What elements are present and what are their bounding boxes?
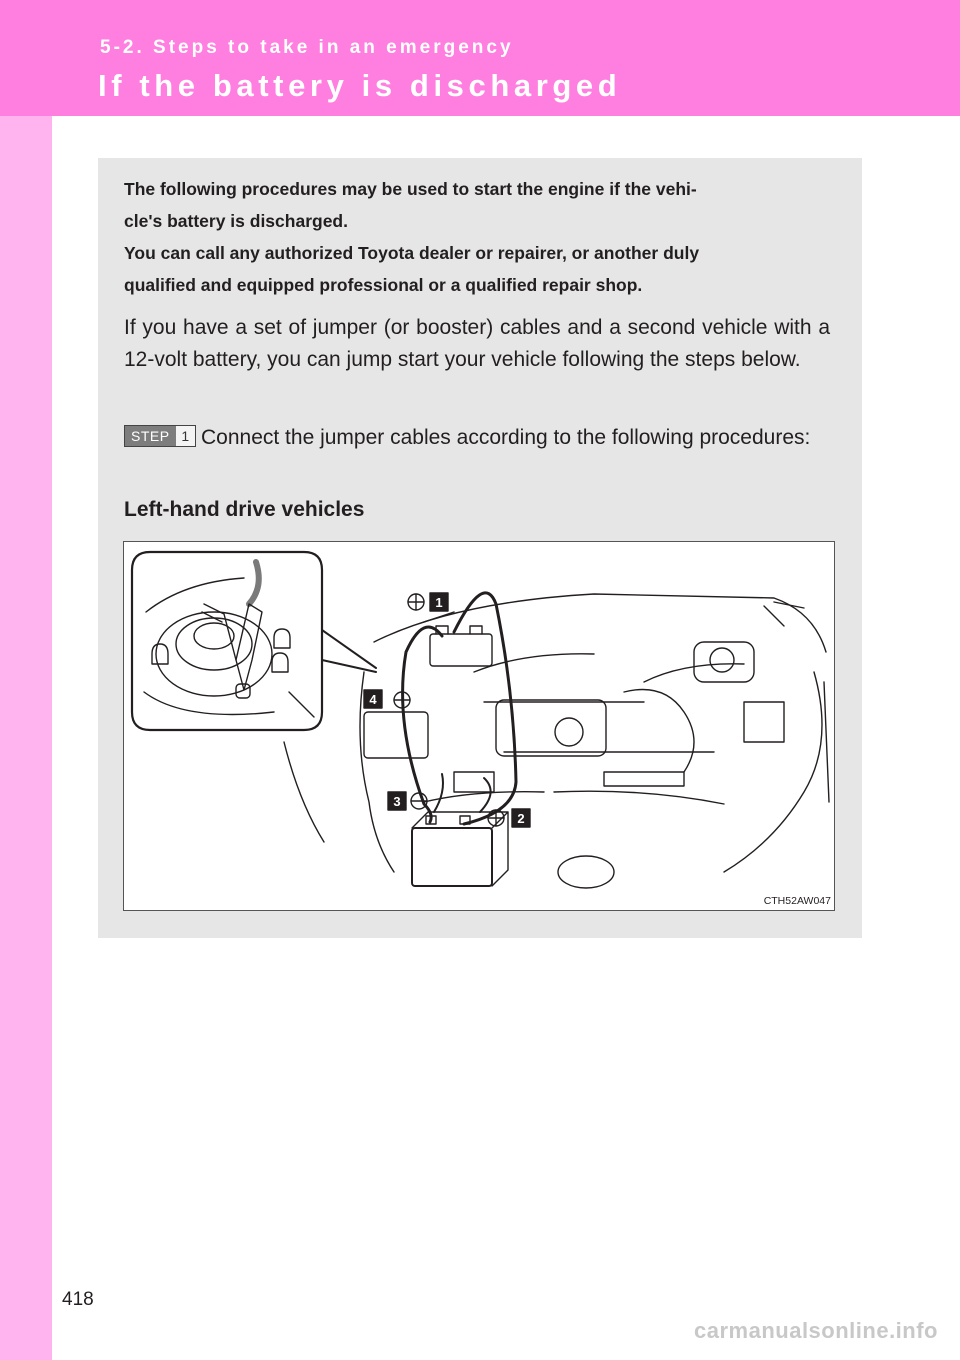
subheading: Left-hand drive vehicles [124, 498, 365, 521]
engine-bay-figure [123, 541, 835, 911]
page-number: 418 [62, 1289, 94, 1310]
intro-line: cle's battery is discharged. [124, 211, 348, 231]
callout-label: 1 [435, 595, 443, 610]
callout-label: 4 [369, 692, 377, 707]
section-label: 5-2. Steps to take in an emergency [100, 37, 514, 58]
callout-label: 2 [517, 811, 525, 826]
intro-line: You can call any authorized Toyota dealer or repairer, or another duly [124, 243, 700, 263]
body-paragraph: If you have a set of jumper (or booster) cables and a second vehicle with a 12-volt battery, you can jump start your vehicle following the steps below. [124, 316, 830, 371]
intro-line: qualified and equipped professional or a qualified repair shop. [124, 275, 643, 295]
callout-label: 3 [393, 794, 401, 809]
intro-line: The following procedures may be used to start the engine if the vehi- [124, 179, 697, 199]
step-number: 1 [181, 428, 190, 444]
step-word: STEP [125, 426, 176, 446]
figure-code: CTH52AW047 [763, 895, 831, 907]
page-title: If the battery is discharged [98, 68, 622, 103]
engine-bay-illustration [124, 542, 836, 912]
intro-text [124, 173, 834, 301]
watermark: carmanualsonline.info [694, 1318, 938, 1343]
side-band [0, 116, 52, 1360]
step-badge [124, 425, 196, 447]
step-text: Connect the jumper cables according to the following procedures: [201, 426, 811, 449]
